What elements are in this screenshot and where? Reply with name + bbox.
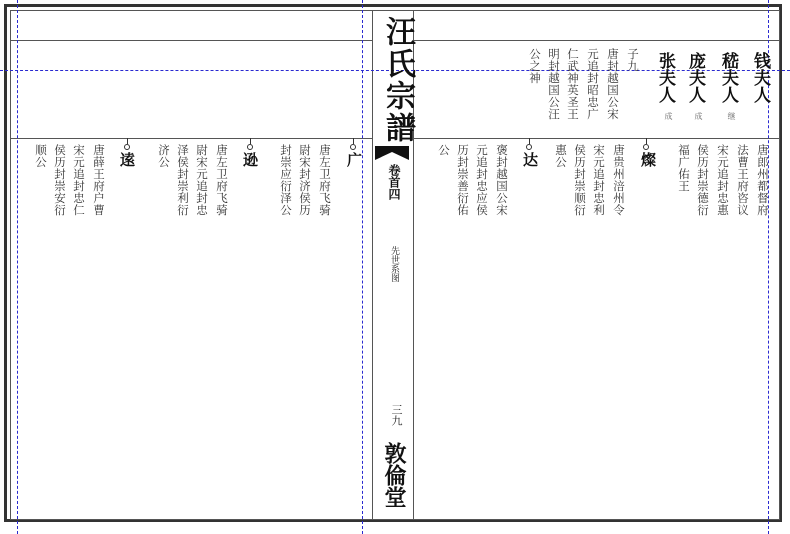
spine-page-number: 三九 [390, 404, 403, 426]
node-can [643, 144, 649, 150]
name-guang: 广 [345, 152, 363, 167]
right-top-text-1: 子九 [626, 48, 640, 72]
xun-text-2: 尉宋元追封忠 [195, 144, 209, 216]
node-da [526, 144, 532, 150]
guang-text-2: 尉宋封济侯历 [298, 144, 312, 216]
node-guang [350, 144, 356, 150]
yuan-text-4: 顺公 [34, 144, 48, 168]
right-top-text-3: 元追封昭忠广 [586, 48, 600, 120]
spine-hall-name: 敦倫堂 [381, 442, 407, 508]
spine-left-border [372, 10, 373, 519]
guide-line-center [362, 0, 363, 534]
right-bottom-text-5: 福广佑王 [677, 144, 691, 192]
spine-volume: 卷首四 [387, 164, 401, 200]
yuan-text-1: 唐薛王府户曹 [92, 144, 106, 216]
da-text-1: 褒封越国公宋 [495, 144, 509, 216]
right-bottom-text-2: 法曹王府咨议 [736, 144, 750, 216]
wife-ji: 嵇夫人 [718, 52, 738, 103]
spine-section: 先世系图 [389, 246, 399, 282]
right-bottom-text-3: 宋元追封忠惠 [716, 144, 730, 216]
da-text-2: 元追封忠应侯 [475, 144, 489, 216]
left-mid-rule [10, 138, 372, 139]
da-text-3: 历封崇善衍佑 [456, 144, 470, 216]
guang-text-3: 封崇应衍泽公 [279, 144, 293, 216]
xun-text-3: 泽侯封崇利衍 [176, 144, 190, 216]
wife-zhang: 张夫人 [655, 52, 675, 103]
yuan-text-2: 宋元追封忠仁 [72, 144, 86, 216]
left-top-rule [10, 40, 372, 41]
wife-zhang-note: 成 [664, 112, 673, 120]
spine-tab-mark [375, 146, 409, 160]
right-bottom-text-1: 唐郎州都督府 [756, 144, 770, 216]
right-top-text-2: 唐封越国公宋 [606, 48, 620, 120]
right-top-text-5: 明封越国公汪 [547, 48, 561, 120]
guang-text-1: 唐左卫府飞骑 [318, 144, 332, 216]
right-bottom-text-4: 侯历封崇德衍 [696, 144, 710, 216]
node-yuan [124, 144, 130, 150]
node-xun [247, 144, 253, 150]
name-yuan: 逺 [118, 152, 136, 167]
name-xun: 逊 [241, 152, 259, 167]
wife-pang-note: 成 [694, 112, 703, 120]
wife-ji-note: 继 [727, 112, 736, 120]
spine-title: 汪氏宗譜 [380, 16, 415, 144]
guide-line-left [17, 0, 18, 534]
right-top-text-4: 仁武神英圣王 [566, 48, 580, 120]
xun-text-1: 唐左卫府飞骑 [215, 144, 229, 216]
can-text-4: 惠公 [554, 144, 568, 168]
wife-qian: 钱夫人 [750, 52, 770, 103]
yuan-text-3: 侯历封崇安衍 [53, 144, 67, 216]
wife-pang: 庞夫人 [685, 52, 705, 103]
name-da: 达 [521, 152, 539, 167]
name-can: 燦 [639, 152, 657, 167]
xun-text-4: 济公 [157, 144, 171, 168]
right-top-rule [413, 40, 779, 41]
da-text-4: 公 [437, 144, 451, 156]
can-text-1: 唐贵州涪州令 [612, 144, 626, 216]
can-text-2: 宋元追封忠利 [592, 144, 606, 216]
right-top-text-6: 公之神 [528, 48, 542, 84]
right-mid-rule [413, 138, 779, 139]
can-text-3: 侯历封崇顺衍 [573, 144, 587, 216]
